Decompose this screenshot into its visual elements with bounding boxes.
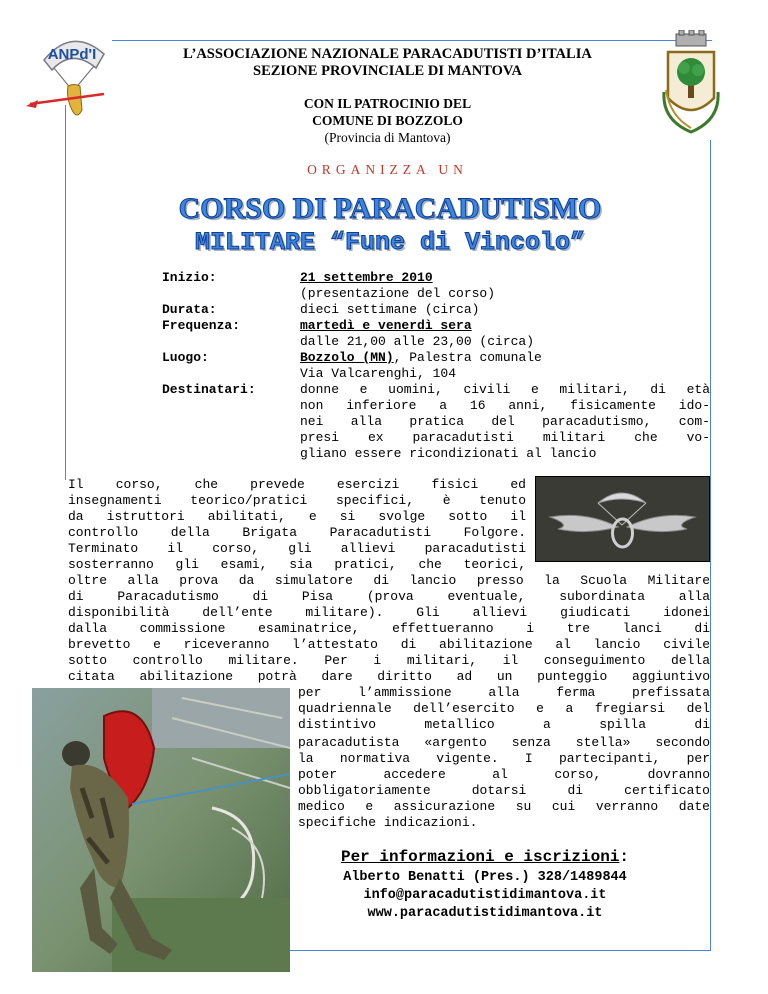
inizio-label: Inizio: [162,270,217,285]
body-text-line: distintivo metallico a spilla di [298,717,710,732]
parachutist-badge-image [535,476,710,562]
frame-top-line [112,40,712,41]
body-text-line: Il corso, che prevede esercizi fisici ed [68,477,526,492]
course-title: CORSO DI PARACADUTISMO [178,192,602,225]
destinatari-line: gliano essere ricondizionati al lancio [300,446,597,461]
info-website[interactable]: www.paracadutistidimantova.it [367,906,603,921]
paratrooper-photo [32,688,290,972]
destinatari-line: presi ex paracadutisti militari che vo- [300,430,710,445]
inizio-value: 21 settembre 2010 [300,270,433,285]
patronage-line: CON IL PATROCINIO DEL [303,96,472,111]
course-subtitle: MILITARE “Fune di Vincolo” [194,228,586,257]
svg-text:ANPd'I: ANPd'I [47,46,97,63]
body-text-line: dalla commissione esaminatrice, effettueranno i tre lanci di [68,621,710,636]
info-colon: : [619,848,630,866]
destinatari-label: Destinatari: [162,382,256,397]
frequenza-label: Frequenza: [162,318,241,333]
anpdi-logo [22,28,122,128]
durata-value: dieci settimane (circa) [300,302,480,317]
info-heading: Per informazioni e iscrizioni [340,848,620,866]
frame-right-line [710,140,711,950]
body-text-line: obbligatoriamente dotarsi di certificato [298,783,710,798]
luogo-city: Bozzolo (MN) [300,350,394,365]
frequenza-hours: dalle 21,00 alle 23,00 (circa) [300,334,535,349]
bozzolo-coat-of-arms [660,30,722,136]
body-text-line: da istruttori abilitati, e si svolge sotto il [68,509,526,524]
frequenza-value: martedì e venerdì sera [300,318,472,333]
patronage-province: (Provincia di Mantova) [324,130,451,145]
body-text-line: per l’ammissione alla ferma prefissata [298,685,710,700]
body-text-line: sosterranno gli esami, sia pratici, che teorici, [68,557,526,572]
section-name: SEZIONE PROVINCIALE DI MANTOVA [253,63,522,79]
destinatari-line: non inferiore a 16 anni, fisicamente ido- [300,398,710,413]
frame-left-line [65,105,66,480]
patronage-comune: COMUNE DI BOZZOLO [312,113,463,128]
body-text-line: controllo della Brigata Paracadutisti Folgore. [68,525,526,540]
destinatari-line: nei alla pratica del paracadutismo, com- [300,414,710,429]
info-contact: Alberto Benatti (Pres.) 328/1489844 [343,870,627,885]
luogo-address: Via Valcarenghi, 104 [300,366,457,381]
body-text-line: medico e assicurazione su cui verranno date [298,799,710,814]
body-text-line: specifiche indicazioni. [298,815,478,830]
info-email[interactable]: info@paracadutistidimantova.it [363,888,607,903]
organizza-line: ORGANIZZA UN [307,162,468,177]
body-text-line: poter accedere al corso, dovranno [298,767,710,782]
association-name: L’ASSOCIAZIONE NAZIONALE PARACADUTISTI D’ITALIA [183,46,592,62]
body-text-line: brevetto e riceveranno l’attestato di abilitazione al lancio civile [68,637,710,652]
body-text-line: sotto controllo militare. Per i militari, il conseguimento della [68,653,710,668]
body-text-line: citata abilitazione potrà dare diritto ad un punteggio aggiuntivo [68,669,710,684]
destinatari-line: donne e uomini, civili e militari, di età [300,382,710,397]
body-text-line: paracadutista «argento senza stella» secondo [298,735,710,750]
body-text-line: insegnamenti teorico/pratici specifici, è tenuto [68,493,526,508]
body-text-line: Terminato il corso, gli allievi paracadutisti [68,541,526,556]
body-text-line: quadriennale dell’esercito e a fregiarsi del [298,701,710,716]
luogo-label: Luogo: [162,350,209,365]
body-text-line: disponibilità dell’ente militare). Gli allievi giudicati idonei [68,605,710,620]
body-text-line: oltre alla prova da simulatore di lancio presso la Scuola Militare [68,573,710,588]
inizio-note: (presentazione del corso) [300,286,496,301]
luogo-place: , Palestra comunale [393,350,542,365]
body-text-line: di Paracadutismo di Pisa (prova eventuale, subordinata alla [68,589,710,604]
durata-label: Durata: [162,302,217,317]
body-text-line: la normativa vigente. I partecipanti, per [298,751,710,766]
